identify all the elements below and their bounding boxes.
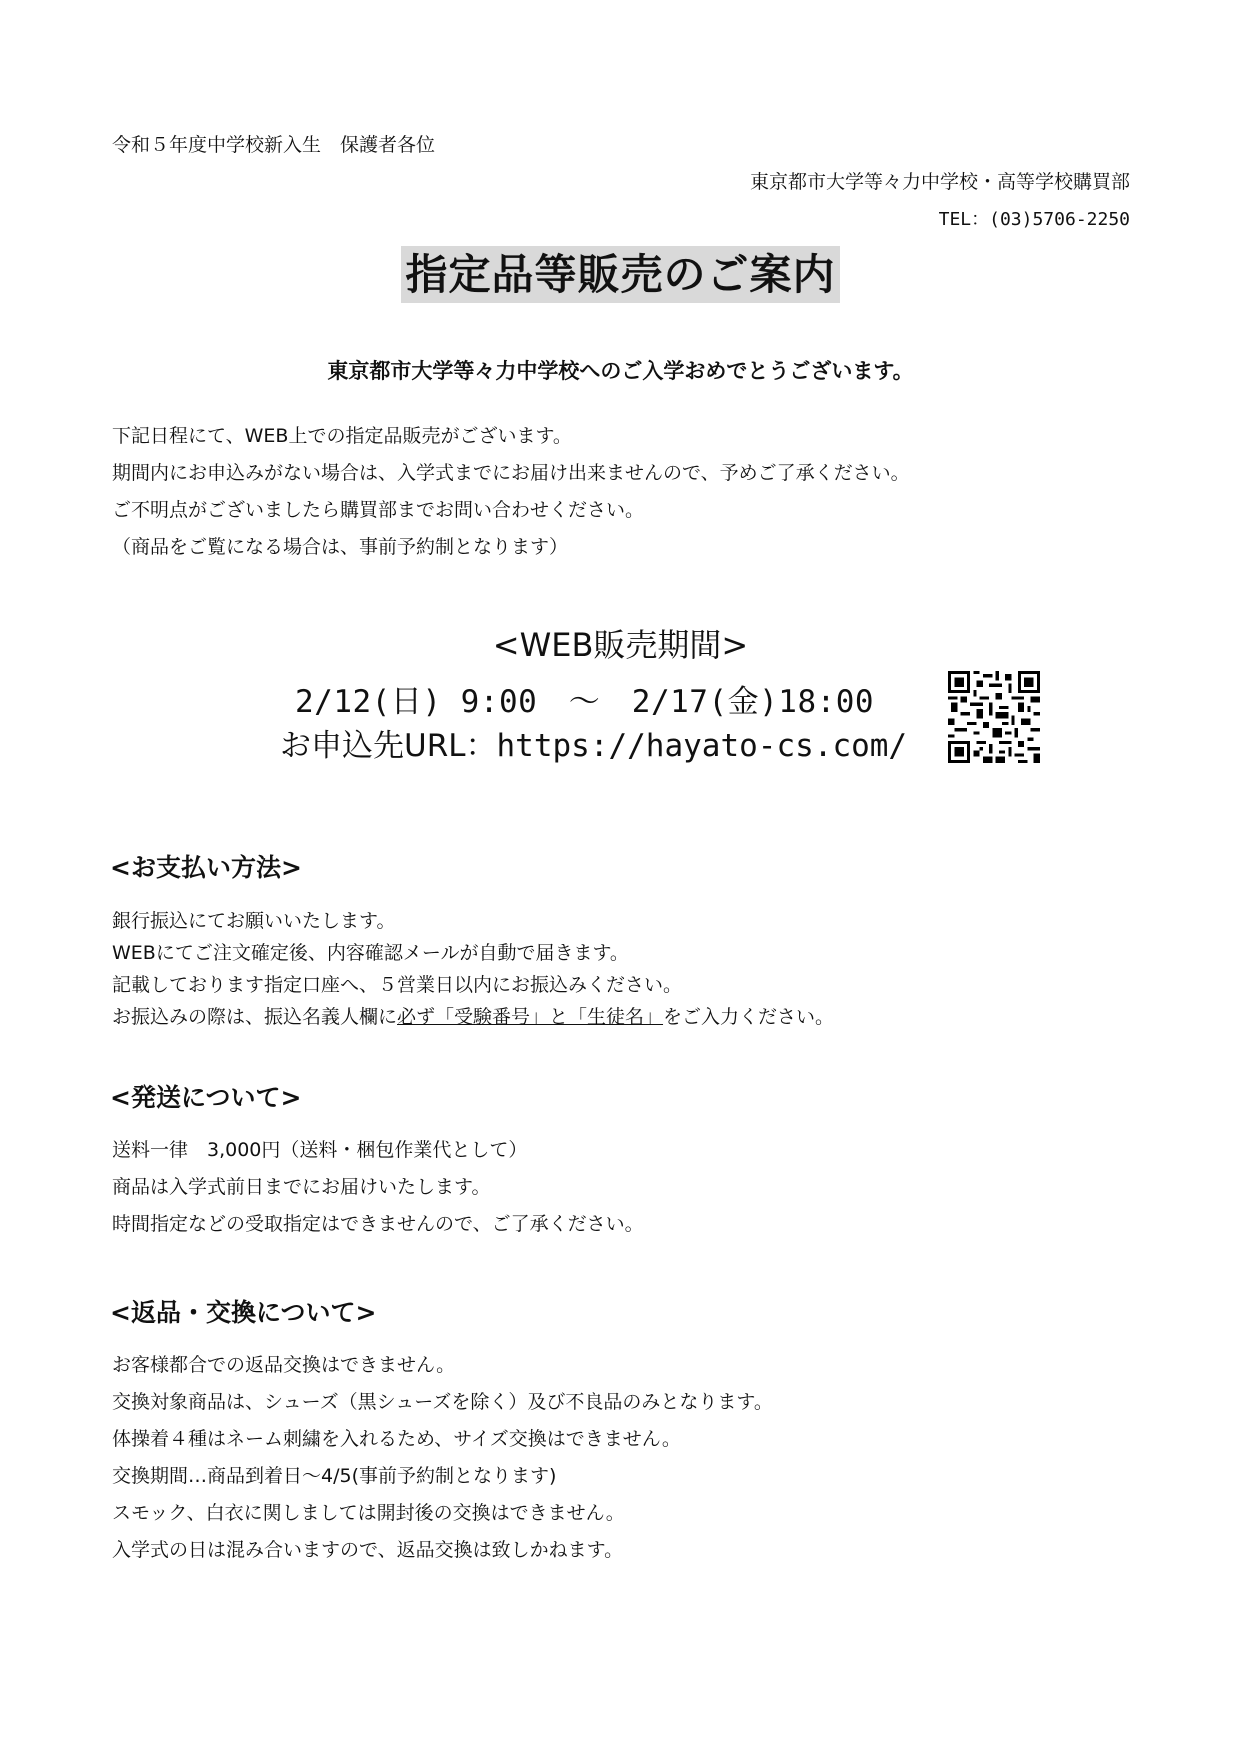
intro-line: ご不明点がございましたら購買部までお問い合わせください。 — [112, 499, 645, 521]
returns-lines — [112, 1347, 773, 1569]
payment-heading: <お支払い方法> — [110, 853, 302, 882]
greeting: 東京都市大学等々力中学校へのご入学おめでとうございます。 — [327, 359, 914, 383]
web-period-url-line — [280, 720, 907, 765]
payment-line: 銀行振込にてお願いいたします。 — [112, 910, 396, 932]
payment-line: 記載しております指定口座へ、５営業日以内にお振込みください。 — [112, 974, 683, 996]
payment-line-suffix: をご入力ください。 — [663, 1006, 835, 1028]
shipping-line: 時間指定などの受取指定はできませんので、ご了承ください。 — [112, 1213, 644, 1235]
payment-line-last — [112, 1001, 834, 1033]
returns-heading: <返品・交換について> — [110, 1298, 377, 1327]
payment-line: WEBにてご注文確定後、内容確認メールが自動で届きます。 — [112, 942, 629, 964]
payment-line-prefix: お振込みの際は、振込名義人欄に — [112, 1006, 398, 1028]
payment-underlined-text: 必ず「受験番号」と「生徒名」 — [397, 1006, 664, 1028]
intro-line: 下記日程にて、WEB上での指定品販売がございます。 — [112, 425, 572, 447]
telephone: TEL：(03)5706-2250 — [938, 209, 1130, 230]
intro-lines — [112, 418, 910, 566]
url-label: お申込先URL： — [280, 728, 497, 764]
qr-code-icon[interactable] — [948, 671, 1040, 763]
web-period-times: 2/12(日) 9:00 ～ 2/17(金)18:00 — [295, 684, 875, 720]
shipping-heading: <発送について> — [110, 1083, 302, 1112]
returns-line: 体操着４種はネーム刺繍を入れるため、サイズ交換はできません。 — [112, 1428, 681, 1450]
payment-lines — [112, 905, 834, 1033]
shipping-line: 送料一律 3,000円（送料・梱包作業代として） — [112, 1139, 528, 1161]
order-url-link[interactable]: https://hayato-cs.com/ — [496, 728, 908, 764]
returns-line: 交換期間…商品到着日～4/5(事前予約制となります) — [112, 1465, 557, 1487]
returns-line: 入学式の日は混み合いますので、返品交換は致しかねます。 — [112, 1539, 624, 1561]
page-title: 指定品等販売のご案内 — [401, 246, 839, 303]
web-period-heading: <WEB販売期間> — [492, 626, 749, 664]
organization: 東京都市大学等々力中学校・高等学校購買部 — [749, 171, 1130, 193]
shipping-line: 商品は入学式前日までにお届けいたします。 — [112, 1176, 491, 1198]
shipping-lines — [112, 1132, 644, 1243]
returns-line: スモック、白衣に関しましては開封後の交換はできません。 — [112, 1502, 625, 1524]
intro-line: 期間内にお申込みがない場合は、入学式までにお届け出来ませんので、予めご了承ください。 — [112, 462, 910, 484]
addressee: 令和５年度中学校新入生 保護者各位 — [112, 134, 436, 156]
returns-line: お客様都合での返品交換はできません。 — [112, 1354, 456, 1376]
page-title-wrapper — [0, 242, 1241, 302]
returns-line: 交換対象商品は、シューズ（黒シューズを除く）及び不良品のみとなります。 — [112, 1391, 773, 1413]
intro-line: （商品をご覧になる場合は、事前予約制となります） — [112, 536, 569, 558]
